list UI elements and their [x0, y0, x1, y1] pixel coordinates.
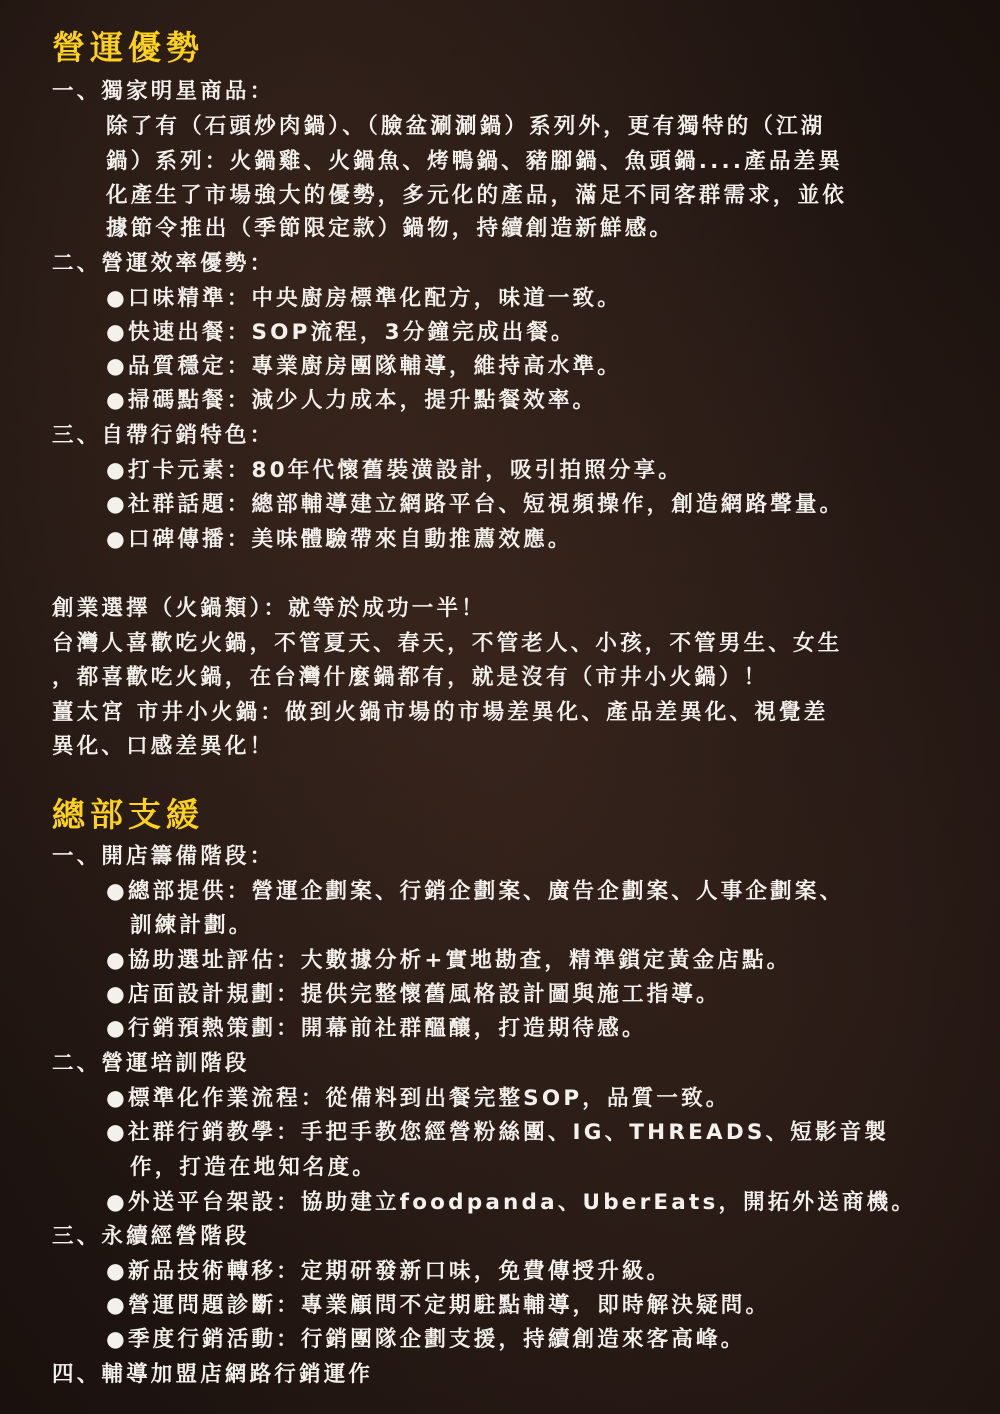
- pitch-line: 創業選擇（火鍋類）：就等於成功一半！: [52, 596, 486, 621]
- heading-marketing: 三、自帶行銷特色：: [52, 423, 275, 448]
- bullet-item: ●掃碼點餐：減少人力成本，提升點餐效率。: [106, 388, 598, 413]
- paragraph-line: 鍋）系列：火鍋雞、火鍋魚、烤鴨鍋、豬腳鍋、魚頭鍋....產品差異: [106, 149, 844, 174]
- heading-efficiency: 二、營運效率優勢：: [52, 251, 275, 276]
- bullet-item: ●社群話題：總部輔導建立網路平台、短視頻操作，創造網路聲量。: [106, 492, 845, 517]
- bullet-item: ●店面設計規劃：提供完整懷舊風格設計圖與施工指導。: [106, 982, 721, 1007]
- bullet-item: ●品質穩定：專業廚房團隊輔導，維持高水準。: [106, 354, 622, 379]
- paragraph-line: 據節令推出（季節限定款）鍋物，持續創造新鮮感。: [106, 216, 675, 241]
- pitch-line: 異化、口感差異化！: [52, 734, 275, 759]
- pitch-line: ，都喜歡吃火鍋，在台灣什麼鍋都有，就是沒有（市井小火鍋）！: [52, 665, 769, 690]
- bullet-item: ●新品技術轉移：定期研發新口味，免費傳授升級。: [106, 1259, 672, 1284]
- operations-advantage-title: 營運優勢: [52, 28, 204, 67]
- paragraph-line: 化產生了市場強大的優勢，多元化的產品，滿足不同客群需求，並依: [106, 183, 848, 208]
- paragraph-line: 除了有（石頭炒肉鍋）、（臉盆涮涮鍋）系列外，更有獨特的（江湖: [106, 114, 826, 139]
- pitch-line: 薑太宮 市井小火鍋：做到火鍋市場的市場差異化、產品差異化、視覺差: [52, 700, 829, 725]
- bullet-item: ●口碑傳播：美味體驗帶來自動推薦效應。: [106, 527, 573, 552]
- bullet-item: ●標準化作業流程：從備料到出餐完整SOP，品質一致。: [106, 1086, 731, 1111]
- heading-exclusive-products: 一、獨家明星商品：: [52, 79, 275, 104]
- heading-training: 二、營運培訓階段: [52, 1051, 250, 1076]
- bullet-item: ●口味精準：中央廚房標準化配方，味道一致。: [106, 286, 622, 311]
- bullet-continuation: 訓練計劃。: [130, 913, 254, 938]
- heading-preparation: 一、開店籌備階段：: [52, 844, 275, 869]
- heading-sustainable: 三、永續經營階段: [52, 1224, 250, 1249]
- pitch-line: 台灣人喜歡吃火鍋，不管夏天、春天，不管老人、小孩，不管男生、女生: [52, 631, 843, 656]
- bullet-item: ●協助選址評估：大數據分析+實地勘查，精準鎖定黃金店點。: [106, 948, 792, 973]
- bullet-item: ●營運問題診斷：專業顧問不定期駐點輔導，即時解決疑問。: [106, 1293, 771, 1318]
- bullet-item: ●快速出餐：SOP流程，3分鐘完成出餐。: [106, 320, 576, 345]
- heading-online-marketing: 四、輔導加盟店網路行銷運作: [52, 1362, 374, 1387]
- bullet-item: ●季度行銷活動：行銷團隊企劃支援，持續創造來客高峰。: [106, 1327, 746, 1352]
- bullet-item: ●外送平台架設：協助建立foodpanda、UberEats，開拓外送商機。: [106, 1190, 917, 1215]
- bullet-item: ●總部提供：營運企劃案、行銷企劃案、廣告企劃案、人事企劃案、: [106, 879, 845, 904]
- hq-support-title: 總部支緩: [52, 795, 204, 834]
- bullet-item: ●行銷預熱策劃：開幕前社群醞釀，打造期待感。: [106, 1016, 647, 1041]
- bullet-item: ●社群行銷教學：手把手教您經營粉絲團、IG、THREADS、短影音製: [106, 1120, 890, 1145]
- bullet-continuation: 作，打造在地知名度。: [130, 1155, 378, 1180]
- bullet-item: ●打卡元素：80年代懷舊裝潢設計，吸引拍照分享。: [106, 458, 683, 483]
